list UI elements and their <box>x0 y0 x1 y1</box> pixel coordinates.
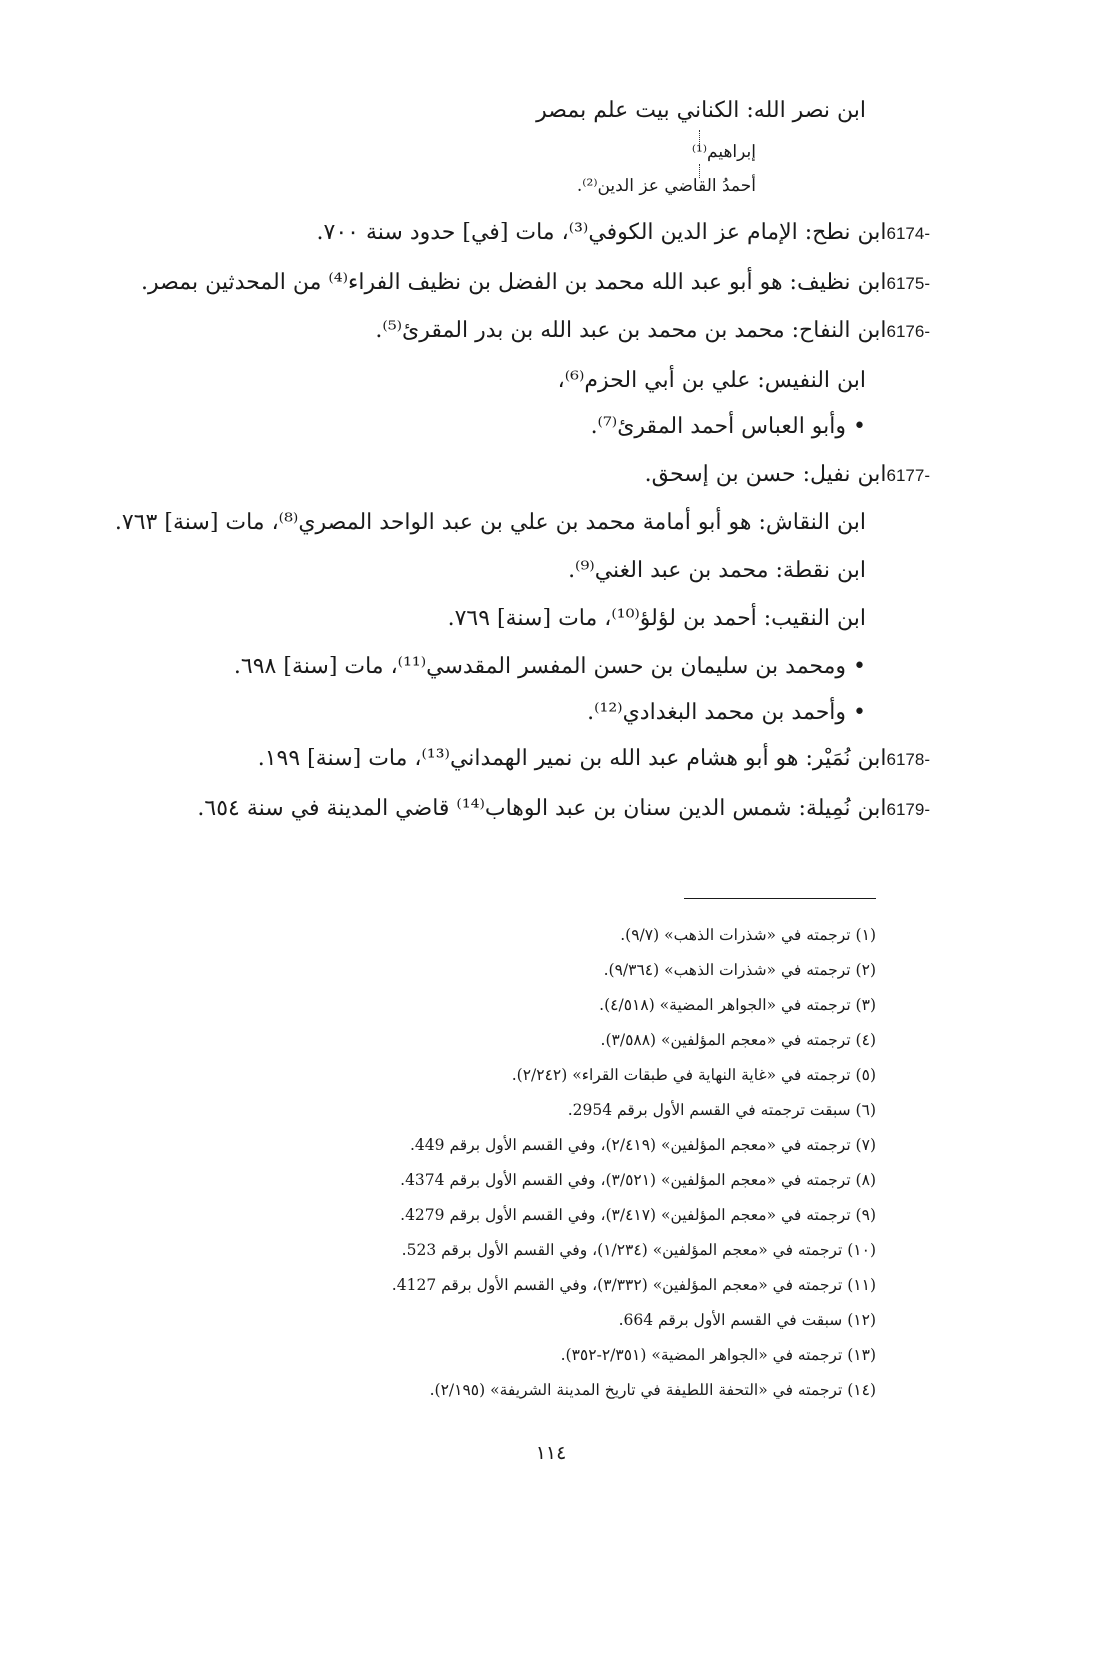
entry-6176 <box>375 316 930 347</box>
entry-text: ابن النقيب: أحمد بن لؤلؤ⁽¹⁰⁾، مات [سنة] ٧٦٩. <box>447 606 866 631</box>
footnote: (٣) ترجمته في «الجواهر المضية» (٤/٥١٨). <box>599 996 876 1014</box>
footnote: (٦) سبقت ترجمته في القسم الأول برقم 2954. <box>567 1101 876 1119</box>
entry-6178 <box>258 744 930 775</box>
entry-sub-bullet <box>591 412 866 442</box>
entry-text: ابن نطح: الإمام عز الدين الكوفي⁽³⁾، مات [في] حدود سنة ٧٠٠. <box>316 220 887 245</box>
tree-connector <box>699 130 700 146</box>
footnote: (١٢) سبقت في القسم الأول برقم 664. <box>618 1311 876 1329</box>
entry-ibn-nuqta <box>568 556 866 586</box>
entry-ibn-al-naqqash <box>115 508 866 538</box>
page-number: ١١٤ <box>535 1442 567 1464</box>
entry-sub-bullet <box>234 652 866 682</box>
footnote: (١٣) ترجمته في «الجواهر المضية» (٢/٣٥١-٣٥٢). <box>560 1346 876 1364</box>
footnote: (١٤) ترجمته في «التحفة اللطيفة في تاريخ المدينة الشريفة» (٢/١٩٥). <box>429 1381 876 1399</box>
entry-text: ابن النفيس: علي بن أبي الحزم⁽⁶⁾، <box>557 368 866 393</box>
entry-text: ابن نقطة: محمد بن عبد الغني⁽⁹⁾. <box>568 558 866 583</box>
footnote: (٢) ترجمته في «شذرات الذهب» (٩/٣٦٤). <box>603 961 876 979</box>
footnote: (٤) ترجمته في «معجم المؤلفين» (٣/٥٨٨). <box>600 1031 876 1049</box>
footnote: (١١) ترجمته في «معجم المؤلفين» (٣/٣٣٢)، وفي القسم الأول برقم 4127. <box>391 1276 876 1294</box>
entry-6179 <box>197 794 930 825</box>
entry-text: • ومحمد بن سليمان بن حسن المفسر المقدسي⁽¹¹⁾، مات [سنة] ٦٩٨. <box>233 654 866 679</box>
entry-text: ابن نظيف: هو أبو عبد الله محمد بن الفضل بن نظيف الفراء⁽⁴⁾ من المحدثين بمصر. <box>141 270 887 295</box>
entry-6177 <box>645 460 930 491</box>
entry-text: ابن النفاح: محمد بن محمد بن عبد الله بن بدر المقرئ⁽⁵⁾. <box>375 318 887 343</box>
entry-sub-bullet <box>587 698 866 728</box>
entry-6174 <box>317 218 930 249</box>
family-title: ابن نصر الله: الكناني بيت علم بمصر <box>536 98 866 123</box>
footnote-separator <box>684 898 876 899</box>
footnote: (٥) ترجمته في «غاية النهاية في طبقات القراء» (٢/٢٤٢). <box>511 1066 876 1084</box>
footnote: (٧) ترجمته في «معجم المؤلفين» (٢/٤١٩)، وفي القسم الأول برقم 449. <box>409 1136 876 1154</box>
entry-text: • وأحمد بن محمد البغدادي⁽¹²⁾. <box>587 700 866 725</box>
entry-number: 6175- <box>886 274 930 293</box>
entry-number: 6178- <box>886 750 930 769</box>
footnote: (١) ترجمته في «شذرات الذهب» (٩/٧). <box>620 926 876 944</box>
tree-bottom-name: أحمدُ القاضي عز الدين⁽²⁾. <box>576 176 756 196</box>
entry-text: ابن نُمِيلة: شمس الدين سنان بن عبد الوهاب⁽¹⁴⁾ قاضي المدينة في سنة ٦٥٤. <box>197 796 887 821</box>
entry-6175 <box>141 268 930 299</box>
footnote: (٨) ترجمته في «معجم المؤلفين» (٣/٥٢١)، وفي القسم الأول برقم 4374. <box>400 1171 876 1189</box>
entry-text: ابن نُمَيْر: هو أبو هشام عبد الله بن نمير الهمداني⁽¹³⁾، مات [سنة] ١٩٩. <box>257 746 887 771</box>
entry-number: 6177- <box>886 466 930 485</box>
entry-number: 6174- <box>886 224 930 243</box>
entry-text: ابن النقاش: هو أبو أمامة محمد بن علي بن عبد الواحد المصري⁽⁸⁾، مات [سنة] ٧٦٣. <box>114 510 866 535</box>
entry-number: 6176- <box>886 322 930 341</box>
entry-ibn-al-naqib <box>448 604 866 634</box>
entry-ibn-al-nafis <box>558 366 866 396</box>
footnote: (٩) ترجمته في «معجم المؤلفين» (٣/٤١٧)، وفي القسم الأول برقم 4279. <box>400 1206 876 1224</box>
entry-number: 6179- <box>886 800 930 819</box>
entry-text: ابن نفيل: حسن بن إسحق. <box>644 462 887 487</box>
entry-text: • وأبو العباس أحمد المقرئ⁽⁷⁾. <box>590 414 866 439</box>
tree-top-name: إبراهيم⁽¹⁾ <box>691 142 756 162</box>
footnote: (١٠) ترجمته في «معجم المؤلفين» (١/٢٣٤)، وفي القسم الأول برقم 523. <box>401 1241 876 1259</box>
